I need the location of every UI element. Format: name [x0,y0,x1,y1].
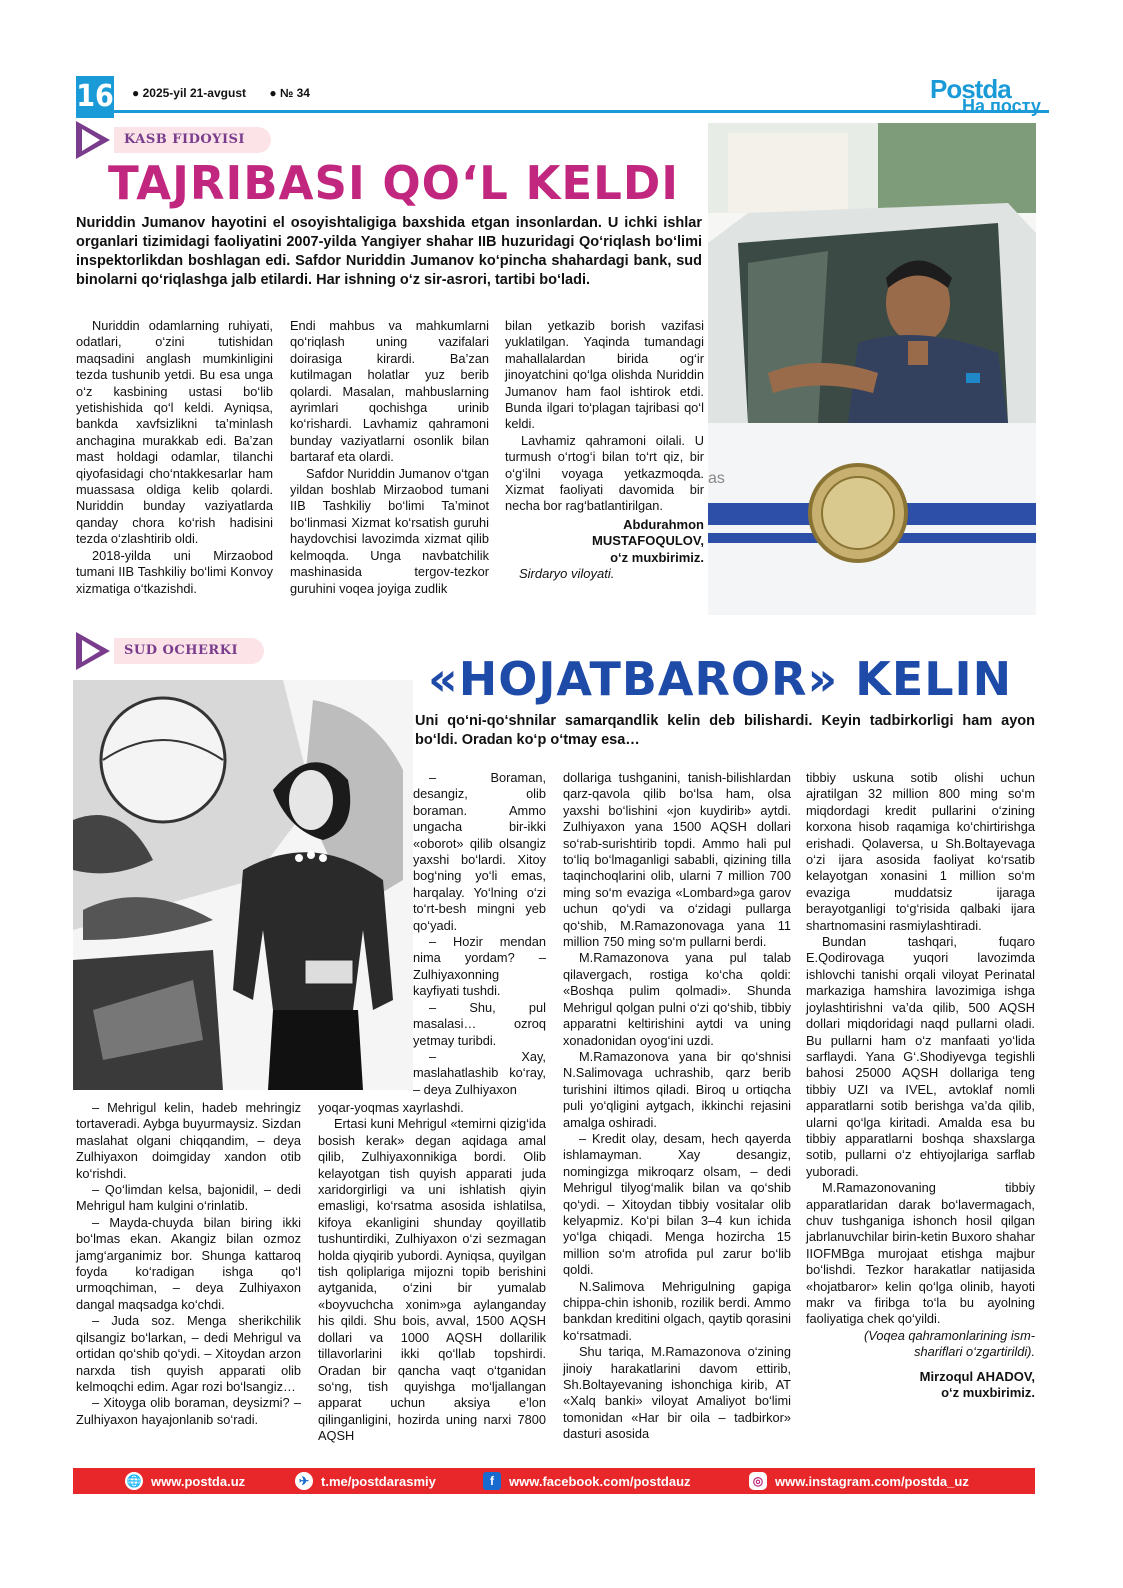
article2-column-d: tibbiy uskuna sotib olishi uchun ajratilgan 32 million 800 ming so‘m miqdordagi kredit pullarini o‘zining korxona hisob raqamiga ko‘chirtirishga erishadi. Qolaversa, u Sh.Boltayevaga o‘zi ijara asosida faoliyat ko‘rsatib kelayotgan xonasini 1 million so‘m evaziga muddatsiz ijaraga berayotganligi to‘g‘risida qalbaki ijara shartnomasini rasmiylashtiradi. Bundan tashqari, fuqaro E.Qodirovaga yuqori lavozimda ishlovchi tanishi orqali viloyat Perinatal markaziga hamshira lavozimiga ishga joylashtirishni va’da qilib, 500 AQSH dollari miqdoridagi naqd pullarni oladi. Bu pullarni ham o‘z manfaati yo‘lida sarflaydi. Yana G‘.Shodiyevga tegishli bahosi 25000 AQSH dollariga teng tibbiy UZI va IVEL, avtoklaf nomli apparatlarni sotib berishga va’da qilib, ularni qo‘lga kiritadi. Amalda esa bu tibbiy apparatlarni boshqa shaxslarga sotib, pullarni o‘z ehtiyojlariga sarflab yuboradi. M.Ramazonovaning tibbiy apparatlaridan darak bo‘lavermagach, chuv tushganiga ishonch hosil qilgan jabrlanuvchilar birin-ketin Buxoro shahar IIOFMBga murojaat etishga majbur bo‘lishdi. Tezkor harakatlar natijasida «hojatbaror» kelin qo‘lga olinib, hayoti makr va firibga to‘la bu ayolning faoliyatiga chek qo‘yildi. (Voqea qahramonlarining ism-shariflari o‘zgartirildi). Mirzoqul AHADOV, o‘z muxbirimiz. [806,770,1035,1401]
article2-note: (Voqea qahramonlarining ism-shariflari o‘zgartirildi). [864,1327,1035,1360]
rubric-kasb-fidoyisi: KASB FIDOYISI [76,121,276,159]
page-number: 16 [76,76,114,118]
newspaper-logo-subtitle: На посту [962,96,1041,116]
article2-signature: Mirzoqul AHADOV, o‘z muxbirimiz. [919,1368,1035,1401]
issue-info: ● 2025-yil 21-avgust ● № 34 [132,86,310,100]
article2-column-left: – Mehrigul kelin, hadeb mehringiz tortaveradi. Aybga buyurmaysiz. Sizdan maslahat olgani chiqqandim, – deya Zulhiyaxon doimgiday xandon otib ko‘rishdi. – Qo‘limdan kelsa, bajonidil, – dedi Mehrigul ham kulgini o‘rinlatib. – Mayda-chuyda bilan biring ikki bo‘lmas ekan. Akangiz bilan ozmoz jamg‘arganimiz bor. Shunga kattaroq foyda ko‘radigan ishga qo‘l urmoqchiman, – deya Zulhiyaxon dangal maqsadga ko‘chdi. – Juda soz. Menga sherikchilik qilsangiz bo‘larkan, – dedi Mehrigul va ortidan qo‘shib qo‘ydi. – Xitoydan arzon narxda tish quyish apparati olib kelmoqchi edim. Agar rozi bo‘lsangiz… – Xitoyga olib boraman, deysizmi? – Zulhiyaxon hayajonlanib so‘radi. [76,1100,301,1427]
telegram-link[interactable]: ✈ t.me/postdarasmiy [295,1472,436,1490]
facebook-link[interactable]: f www.facebook.com/postdauz [483,1472,691,1490]
rubric-sud-ocherki: SUD OCHERKI [76,632,266,670]
header-rule [114,110,1049,113]
article1-signature: Abdurahmon MUSTAFOQULOV, o‘z muxbirimiz. Sirdaryo viloyati. [519,516,704,582]
issue-number: № 34 [279,86,310,100]
vehicle-text: as [708,470,725,487]
article2-column-c: dollariga tushganini, tanish-bilishlardan qarz-qavola qilib bo‘lsa ham, olsa yaxshi bo‘lishini «jon kuydirib» aytdi. Zulhiyaxon yana 1500 AQSH dollari so‘rab-surishtirib topdi. Ammo hali pul to‘liq bo‘lmaganligi sababli, qizining tilla taqinchoqlarini olib, ularni 7 million 700 ming so‘m evaziga «Lombard»ga garov uchun qo‘ydi va o‘zidagi pullarga qo‘shib, M.Ramazonovaga yana 11 million 750 ming so‘m pullarni berdi. M.Ramazonova yana pul talab qilavergach, rostiga ko‘cha qoldi: «Boshqa pulim qolmadi». Shunda Mehrigul qolgan pulni o‘zi qo‘shib, tibbiy apparatni keltirishini aytdi va uning xonadonidan oyog‘ini uzdi. M.Ramazonova yana bir qo‘shnisi N.Salimovaga uchrashib, qarz berib turishini iltimos qiladi. Biroq u ortiqcha puli yo‘qligini aytgach, ikkinchi rejasini amalga oshiradi. – Kredit olay, desam, hech qayerda ishlamayman. Xay desangiz, nomingizga mikroqarz olsam, – dedi Mehrigul tilyog‘malik bilan va qo‘shib qo‘ydi. – Xitoydan tibbiy vositalar olib kelyapmiz. Ko‘pi bilan 3–4 kun ichida yo‘lga chiqadi. Menga hozircha 15 million so‘m atrofida pul zarur bo‘lib qoldi. N.Salimova Mehrigulning gapiga chippa-chin ishonib, rozilik berdi. Ammo bankdan kreditini olgach, qaytib qorasini ko‘rsatmadi. Shu tariqa, M.Ramazonova o‘zining jinoiy harakatlarini davom ettirib, Sh.Boltayevaning ishonchiga kirib, AT «Xalq banki» viloyat Amaliyot bo‘limi tomonidan «Har bir oila – tadbirkor» dasturi asosida [563,770,791,1442]
article1-column-1: Nuriddin odamlarning ruhiyati, odatlari, o‘zini tutishidan maqsadini anglash mumkinligini tezda tushunib yetdi. Bu esa unga o‘z kasbining ustasi bo‘lib yetishishida qo‘l keldi. Ayniqsa, bankda xavfsizlikni ta’minlash anchagina murakkab edi. Ba’zan mast holdagi odamlar, tilanchi qiyofasidagi cho‘ntakkesarlar ham muassasa oldiga kelib qolardi. Nuriddin bunday vaziyatlarda qanday chora ko‘rish hadisini tezda o‘zlashtirib oldi. 2018-yilda uni Mirzaobod tumani IIB Tashkiliy bo‘limi Konvoy xizmatiga o‘tkazishdi. [76,318,273,596]
website-link[interactable]: 🌐 www.postda.uz [126,1473,246,1489]
article1-column-3: bilan yetkazib borish vazifasi yuklatilgan. Yaqinda tumandagi mahallalardan birida og‘ir jinoyatchini qo‘lga olishda Nuriddin Jumanov ham faol ishtirok etdi. Bunda ilgari to‘plagan tajribasi qo‘l keldi. Lavhamiz qahramoni oilali. U turmush o‘rtog‘i bilan to‘rt qiz, bir o‘g‘ilni voyaga yetkazmoqda. Xizmat faoliyati davomida bir necha bor rag‘batlantirilgan. Abdurahmon MUSTAFOQULOV, o‘z muxbirimiz. Sirdaryo viloyati. [505,318,704,582]
article2-column-a-top: – Boraman, desangiz, olib boraman. Ammo ungacha bir-ikki «oborot» qilib olsangiz yaxshi bo‘lardi. Xitoy bog‘ning yo‘li emas, harqalay. Yo‘lning o‘zi to‘rt-besh mingni yeb qo‘yadi. – Hozir mendan nima yordam? – Zulhiyaxonning kayfiyati tushdi. – Shu, pul masalasi… ozroq yetmay turibdi. – Xay, maslahatlashib ko‘ray, – deya Zulhiyaxon [413,770,546,1097]
article1-column-2: Endi mahbus va mahkumlarni qo‘riqlash uning vazifalari doirasiga kirardi. Ba’zan kutilmagan holatlar yuz berib qolardi. Masalan, mahbuslarning ayrimlari qochishga urinib ko‘rishardi. Lavhamiz qahramoni bunday vaziyatlarni osonlik bilan bartaraf eta olardi. Safdor Nuriddin Jumanov o‘tgan yildan boshlab Mirzaobod tumani IIB Tashkiliy bo‘limi Ta’minot bo‘linmasi Xizmat ko‘rsatish guruhi haydovchisi lavozimda xizmat qilib kelmoqda. Unga navbatchilik mashinasida tergov-tezkor guruhini voqea joyiga zudlik [290,318,489,596]
article1-title: TAJRIBASI QO‘L KELDI [108,156,680,210]
article2-column-b: yoqar-yoqmas xayrlashdi. Ertasi kuni Mehrigul «temirni qizig‘ida bosish kerak» degan aqidaga amal qilib, Zulhiyaxonnikiga bordi. Olib kelayotgan tish quyish apparati juda xaridorgirligi va uni ishlatish qiyin emasligi, ko‘rsatma asosida ishlatilsa, kifoya ekanligini shunday qoyillatib tushuntirdiki, Zulhiyaxon o‘zi sezmagan holda qiyqirib yubordi. Ayniqsa, quyilgan tish qoliplariga mijozni topib berishini aytganida, o‘zini bir yumalab «boyvuchcha xonim»ga aylanganday his qildi. Shu bois, avval, 1500 AQSH dollari va 1000 AQSH dollarilik tillavorlarini ikki qo‘llab topshirdi. Oradan bir qancha vaqt o‘tganidan so‘ng, tish quyishga mo‘ljallangan apparat uchun aksiya e’lon qilinganligini, hozirda uning narxi 7800 AQSH [318,1100,546,1444]
woman-illustration [73,680,413,1090]
instagram-icon: ◎ [749,1472,767,1490]
globe-icon: 🌐 [126,1474,142,1488]
officer-in-car-photo [708,123,1036,615]
facebook-icon: f [483,1472,501,1490]
article2-lead: Uni qo‘ni-qo‘shnilar samarqandlik kelin deb bilishardi. Keyin tadbirkorligi ham ayon bo‘ldi. Oradan ko‘p o‘tmay esa… [415,713,1035,748]
footer-bar [73,1468,1035,1494]
telegram-icon: ✈ [295,1472,313,1490]
article2-title: «HOJATBAROR» KELIN [428,652,1013,706]
instagram-link[interactable]: ◎ www.instagram.com/postda_uz [749,1472,969,1490]
issue-date: 2025-yil 21-avgust [142,86,246,100]
newspaper-logo: Postda [930,74,1011,104]
article1-lead: Nuriddin Jumanov hayotini el osoyishtaligiga baxshida etgan insonlardan. U ichki ishlar organlari tizimidagi faoliyatini 2007-yilda Yangiyer shahar IIB huzuridagi Qo‘riqlash bo‘limi inspektorlikdan boshlagan edi. Safdor Nuriddin Jumanov ko‘pincha shahardagi bank, sud binolarni qo‘riqlashga jalb etilardi. Har ishning o‘z sir-asrori, tartibi bo‘ladi. [76,215,702,288]
